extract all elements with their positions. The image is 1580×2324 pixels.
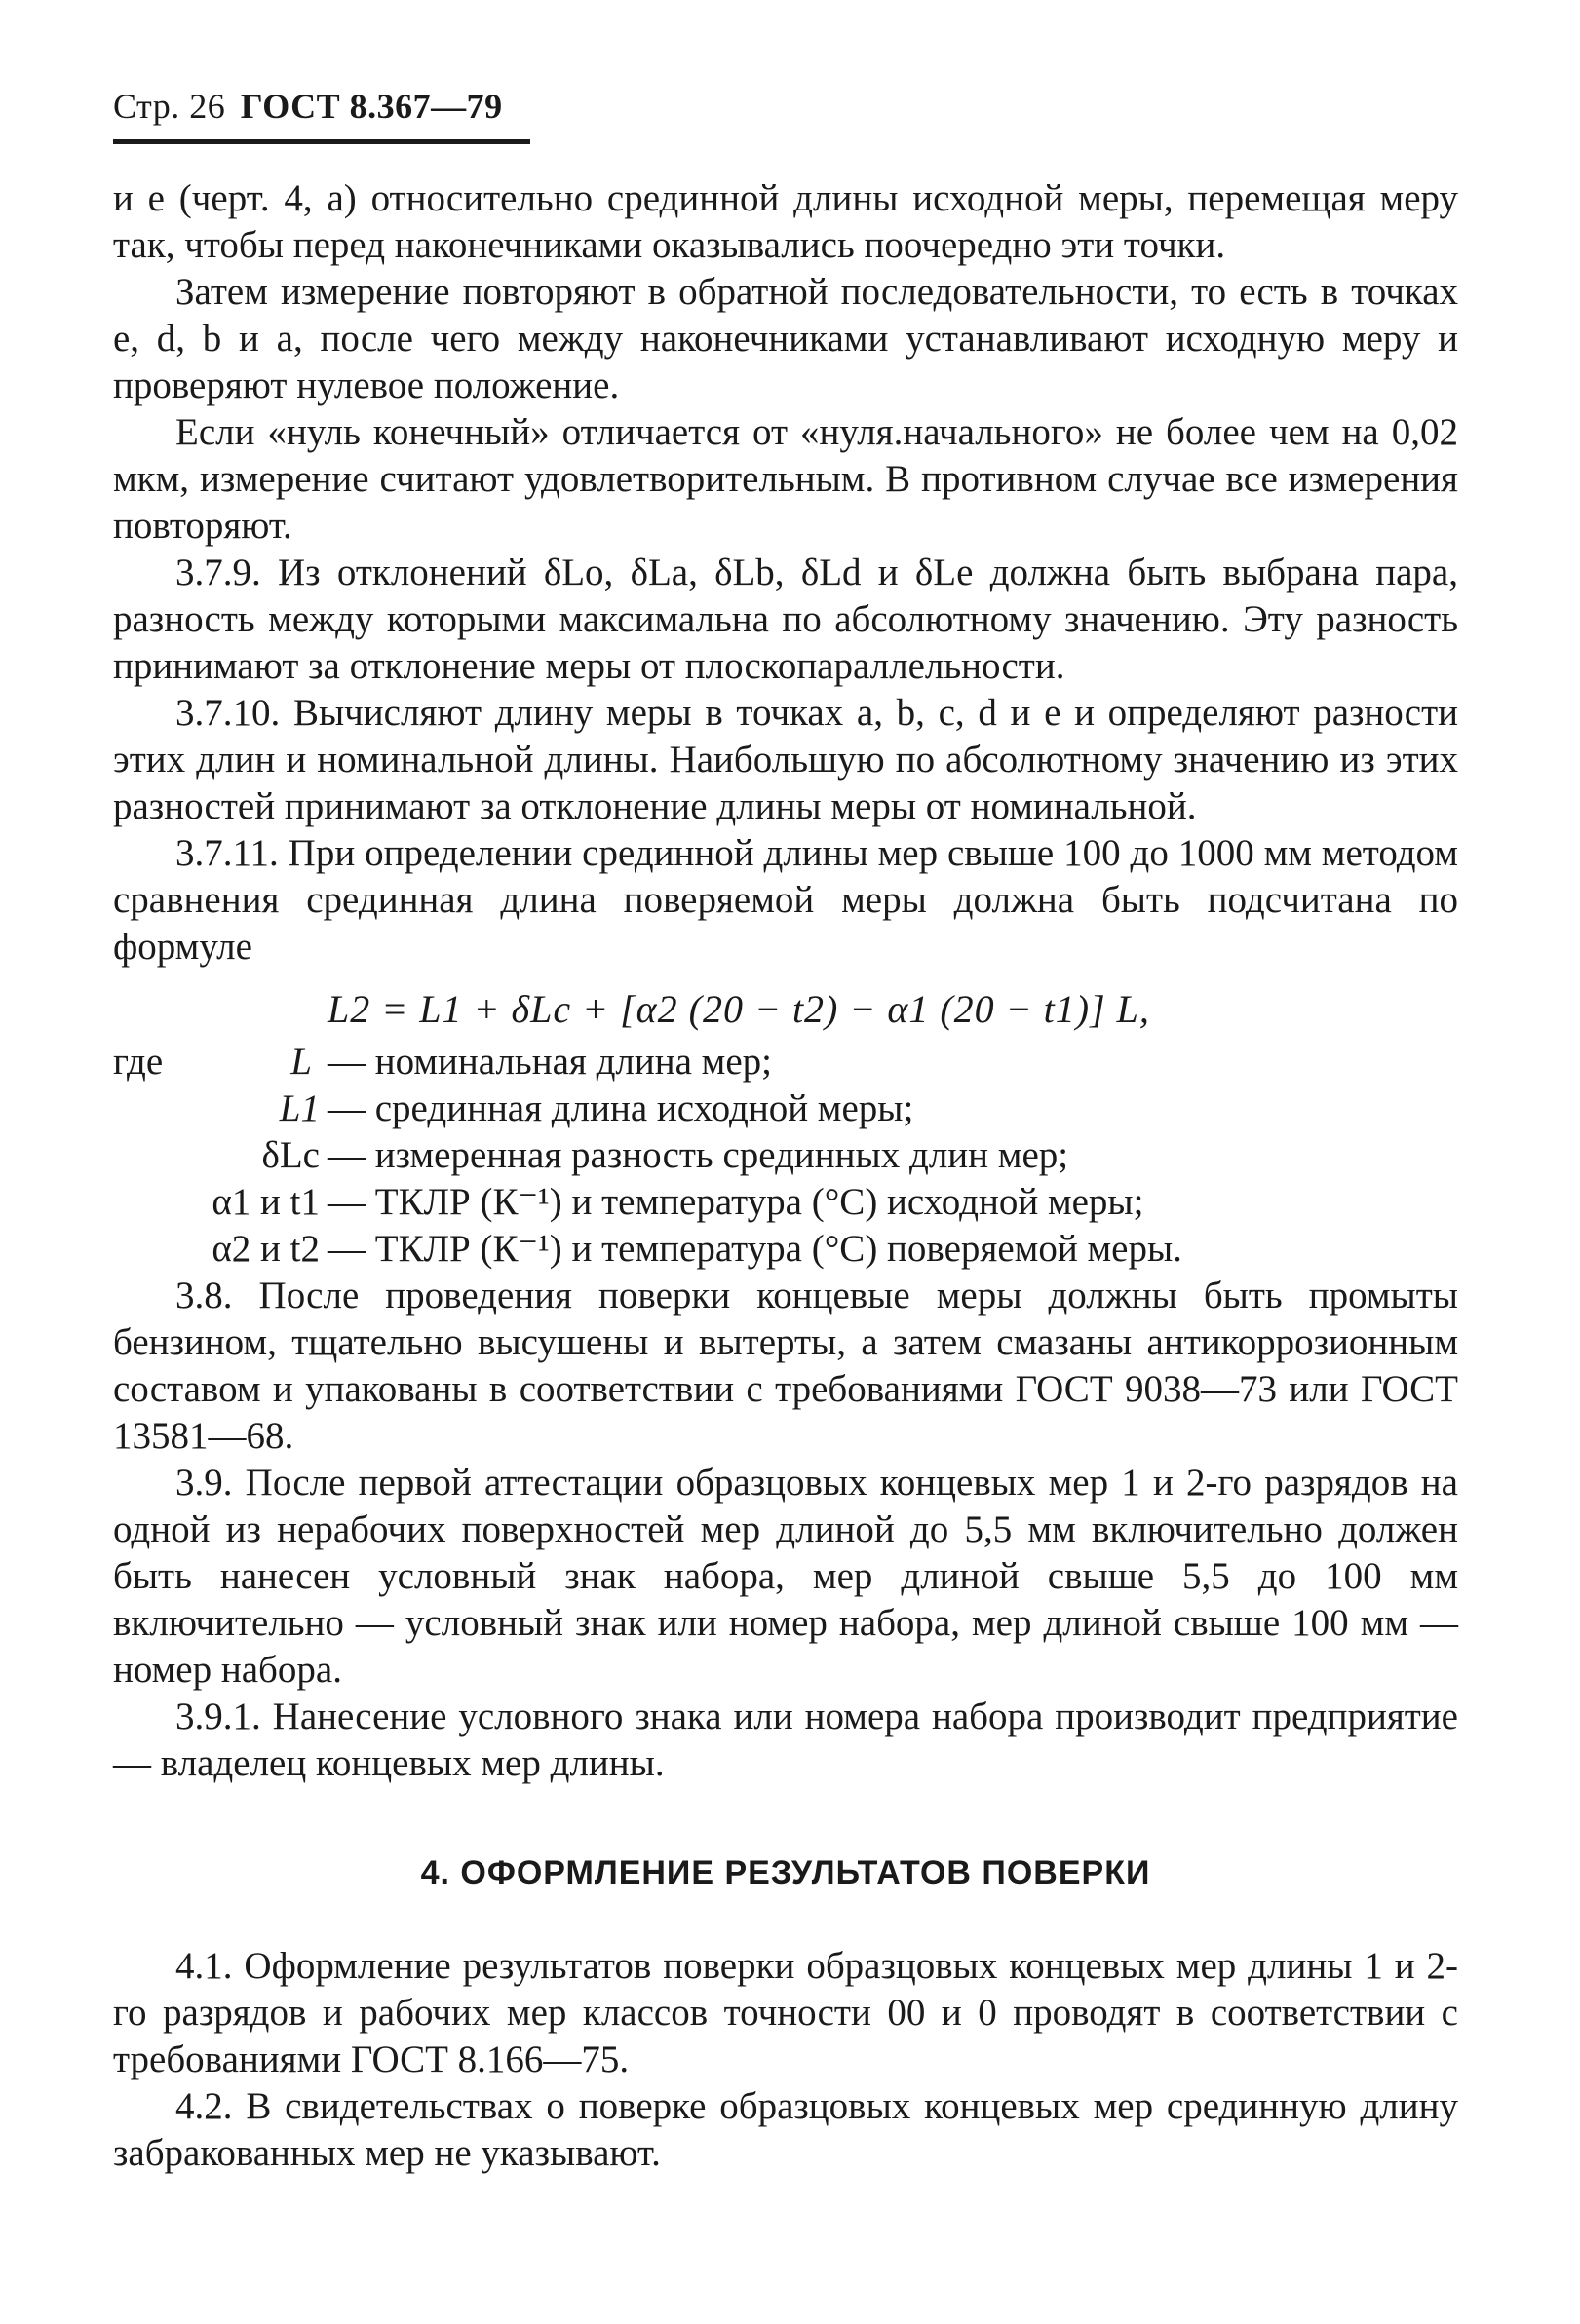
- paragraph: Затем измерение повторяют в обратной последовательности, то есть в точках e, d, b и a, после чего между наконечниками устанавливают исходную меру и проверяют нулевое положение.: [113, 271, 1458, 406]
- paragraph-3-7-9: 3.7.9. Из отклонений δLo, δLa, δLb, δLd и δLe должна быть выбрана пара, разность между которыми максимальна по абсолютному значению. Эту разность принимают за отклонение меры от плоскопараллельности.: [113, 552, 1458, 687]
- legend-symbol: α1 и t1: [212, 1181, 320, 1223]
- document-body: [113, 175, 1458, 2177]
- paragraph-4-1: 4.1. Оформление результатов поверки образцовых концевых мер длины 1 и 2-го разрядов и рабочих мер классов точности 00 и 0 проводят в соответствии с требованиями ГОСТ 8.166—75.: [113, 1945, 1458, 2080]
- legend-row: [113, 1179, 1458, 1226]
- legend-row: [113, 1132, 1458, 1179]
- legend-where: где: [113, 1041, 164, 1083]
- formula: L2 = L1 + δLc + [α2 (20 − t2) − α1 (20 − t1)] L,: [328, 987, 1150, 1031]
- legend-row: [113, 1086, 1458, 1132]
- page-number: Стр. 26: [113, 87, 226, 126]
- formula-legend: [113, 1039, 1458, 1273]
- legend-description: — срединная длина исходной меры;: [328, 1087, 914, 1129]
- header-rule: [113, 139, 530, 144]
- legend-description: — номинальная длина мер;: [328, 1041, 773, 1083]
- paragraph-3-8: 3.8. После проведения поверки концевые меры должны быть промыты бензином, тщательно высушены и вытерты, а затем смазаны антикоррозионным составом и упакованы в соответствии с требованиями ГОСТ 9038—73 или ГОСТ 13581—68.: [113, 1275, 1458, 1457]
- paragraph-3-7-11: 3.7.11. При определении срединной длины мер свыше 100 до 1000 мм методом сравнения срединная длина поверяемой меры должна быть подсчитана по формуле: [113, 832, 1458, 968]
- legend-row: [113, 1039, 1458, 1086]
- legend-symbol: L: [290, 1041, 312, 1083]
- paragraph-3-9-1: 3.9.1. Нанесение условного знака или номера набора производит предприятие — владелец концевых мер длины.: [113, 1695, 1458, 1784]
- legend-description: — ТКЛР (К⁻¹) и температура (°C) исходной меры;: [328, 1181, 1144, 1223]
- paragraph-3-9: 3.9. После первой аттестации образцовых концевых мер 1 и 2-го разрядов на одной из нерабочих поверхностей мер длиной до 5,5 мм включительно должен быть нанесен условный знак набора, мер длиной свыше 5,5 до 100 мм включительно — условный знак или номер набора, мер длиной свыше 100 мм — номер набора.: [113, 1462, 1458, 1691]
- standard-number: ГОСТ 8.367—79: [240, 87, 503, 126]
- legend-description: — ТКЛР (К⁻¹) и температура (°C) поверяемой меры.: [328, 1228, 1182, 1270]
- legend-row: [113, 1226, 1458, 1273]
- paragraph: Если «нуль конечный» отличается от «нуля.начального» не более чем на 0,02 мкм, измерение считают удовлетворительным. В противном случае все измерения повторяют.: [113, 411, 1458, 547]
- legend-description: — измеренная разность срединных длин мер;: [328, 1134, 1069, 1176]
- page-header: [113, 86, 503, 127]
- legend-symbol: α2 и t2: [212, 1228, 320, 1270]
- legend-symbol: δLc: [261, 1134, 320, 1176]
- paragraph-4-2: 4.2. В свидетельствах о поверке образцовых концевых мер срединную длину забракованных мер не указывают.: [113, 2085, 1458, 2174]
- paragraph-3-7-10: 3.7.10. Вычисляют длину меры в точках a, b, c, d и e и определяют разности этих длин и номинальной длины. Наибольшую по абсолютному значению из этих разностей принимают за отклонение длины меры от номинальной.: [113, 692, 1458, 827]
- section-heading: 4. ОФОРМЛЕНИЕ РЕЗУЛЬТАТОВ ПОВЕРКИ: [420, 1854, 1151, 1891]
- paragraph: и e (черт. 4, a) относительно срединной длины исходной меры, перемещая меру так, чтобы перед наконечниками оказывались поочередно эти точки.: [113, 177, 1458, 266]
- legend-symbol: L1: [279, 1087, 320, 1129]
